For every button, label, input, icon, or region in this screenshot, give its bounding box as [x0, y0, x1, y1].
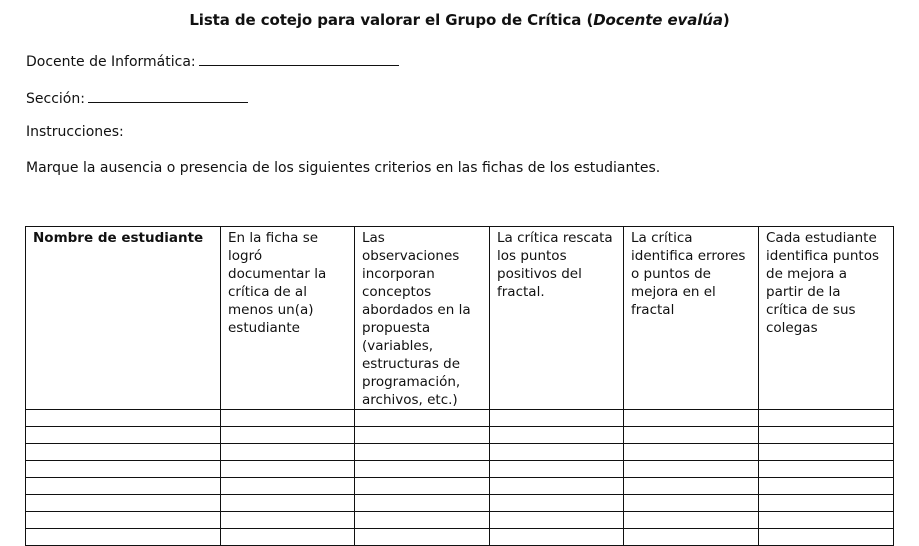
checkmark-cell[interactable]: [759, 512, 894, 529]
checkmark-cell[interactable]: [624, 461, 759, 478]
header-row: [26, 227, 894, 410]
table-row: [26, 444, 894, 461]
checkmark-cell[interactable]: [355, 444, 490, 461]
checkmark-cell[interactable]: [759, 461, 894, 478]
instructions-label: Instrucciones:: [26, 124, 124, 140]
checkmark-cell[interactable]: [355, 495, 490, 512]
title-text: Lista de cotejo para valorar el Grupo de Crítica: [189, 11, 587, 29]
checkmark-cell[interactable]: [759, 495, 894, 512]
section-blank-line[interactable]: [88, 87, 248, 103]
header-criterion-4: La crítica identifica errores o puntos de mejora en el fractal: [624, 227, 759, 410]
checkmark-cell[interactable]: [624, 427, 759, 444]
table-row: [26, 512, 894, 529]
checkmark-cell[interactable]: [759, 427, 894, 444]
table-row: [26, 478, 894, 495]
table-row: [26, 427, 894, 444]
checkmark-cell[interactable]: [490, 512, 624, 529]
student-name-cell[interactable]: [26, 410, 221, 427]
checkmark-cell[interactable]: [221, 444, 355, 461]
header-criterion-2: Las observaciones incorporan conceptos abordados en la propuesta (variables, estructuras de programación, archivos, etc.): [355, 227, 490, 410]
section-label: Sección:: [26, 91, 85, 107]
instructions-text: [26, 160, 660, 176]
checkmark-cell[interactable]: [490, 444, 624, 461]
header-student-name: Nombre de estudiante: [26, 227, 221, 410]
checkmark-cell[interactable]: [490, 427, 624, 444]
page-title: [0, 11, 919, 29]
checkmark-cell[interactable]: [490, 478, 624, 495]
teacher-field: [26, 50, 399, 70]
checkmark-cell[interactable]: [759, 410, 894, 427]
checkmark-cell[interactable]: [624, 512, 759, 529]
checkmark-cell[interactable]: [355, 427, 490, 444]
checkmark-cell[interactable]: [221, 478, 355, 495]
table-body: [26, 410, 894, 546]
student-name-cell[interactable]: [26, 478, 221, 495]
checkmark-cell[interactable]: [221, 495, 355, 512]
checkmark-cell[interactable]: [221, 512, 355, 529]
instructions-body: Marque la ausencia o presencia de los siguientes criterios en las fichas de los estudiantes.: [26, 160, 661, 176]
student-name-cell[interactable]: [26, 461, 221, 478]
title-italic: Docente evalúa: [593, 11, 723, 29]
checkmark-cell[interactable]: [355, 410, 490, 427]
checkmark-cell[interactable]: [759, 444, 894, 461]
checkmark-cell[interactable]: [624, 410, 759, 427]
table-row: [26, 495, 894, 512]
checkmark-cell[interactable]: [355, 512, 490, 529]
header-criterion-3: La crítica rescata los puntos positivos del fractal.: [490, 227, 624, 410]
title-paren-close: ): [722, 11, 730, 29]
checkmark-cell[interactable]: [221, 410, 355, 427]
checkmark-cell[interactable]: [221, 461, 355, 478]
checkmark-cell[interactable]: [624, 478, 759, 495]
student-name-cell[interactable]: [26, 427, 221, 444]
checkmark-cell[interactable]: [490, 461, 624, 478]
instructions-heading: [26, 124, 124, 140]
section-field: [26, 87, 248, 107]
teacher-label: Docente de Informática:: [26, 54, 196, 70]
header-criterion-1: En la ficha se logró documentar la crítica de al menos un(a) estudiante: [221, 227, 355, 410]
checkmark-cell[interactable]: [355, 478, 490, 495]
checkmark-cell[interactable]: [759, 478, 894, 495]
table-row: [26, 461, 894, 478]
student-name-cell[interactable]: [26, 512, 221, 529]
header-criterion-5: Cada estudiante identifica puntos de mejora a partir de la crítica de sus colegas: [759, 227, 894, 410]
checkmark-cell[interactable]: [490, 495, 624, 512]
checkmark-cell[interactable]: [355, 461, 490, 478]
table-row: [26, 410, 894, 427]
checkmark-cell[interactable]: [221, 427, 355, 444]
checklist-table: [25, 226, 894, 546]
checkmark-cell[interactable]: [490, 410, 624, 427]
title-paren-open: (: [586, 11, 594, 29]
student-name-cell[interactable]: [26, 495, 221, 512]
student-name-cell[interactable]: [26, 444, 221, 461]
checkmark-cell[interactable]: [624, 444, 759, 461]
teacher-blank-line[interactable]: [199, 50, 399, 66]
checkmark-cell[interactable]: [624, 495, 759, 512]
